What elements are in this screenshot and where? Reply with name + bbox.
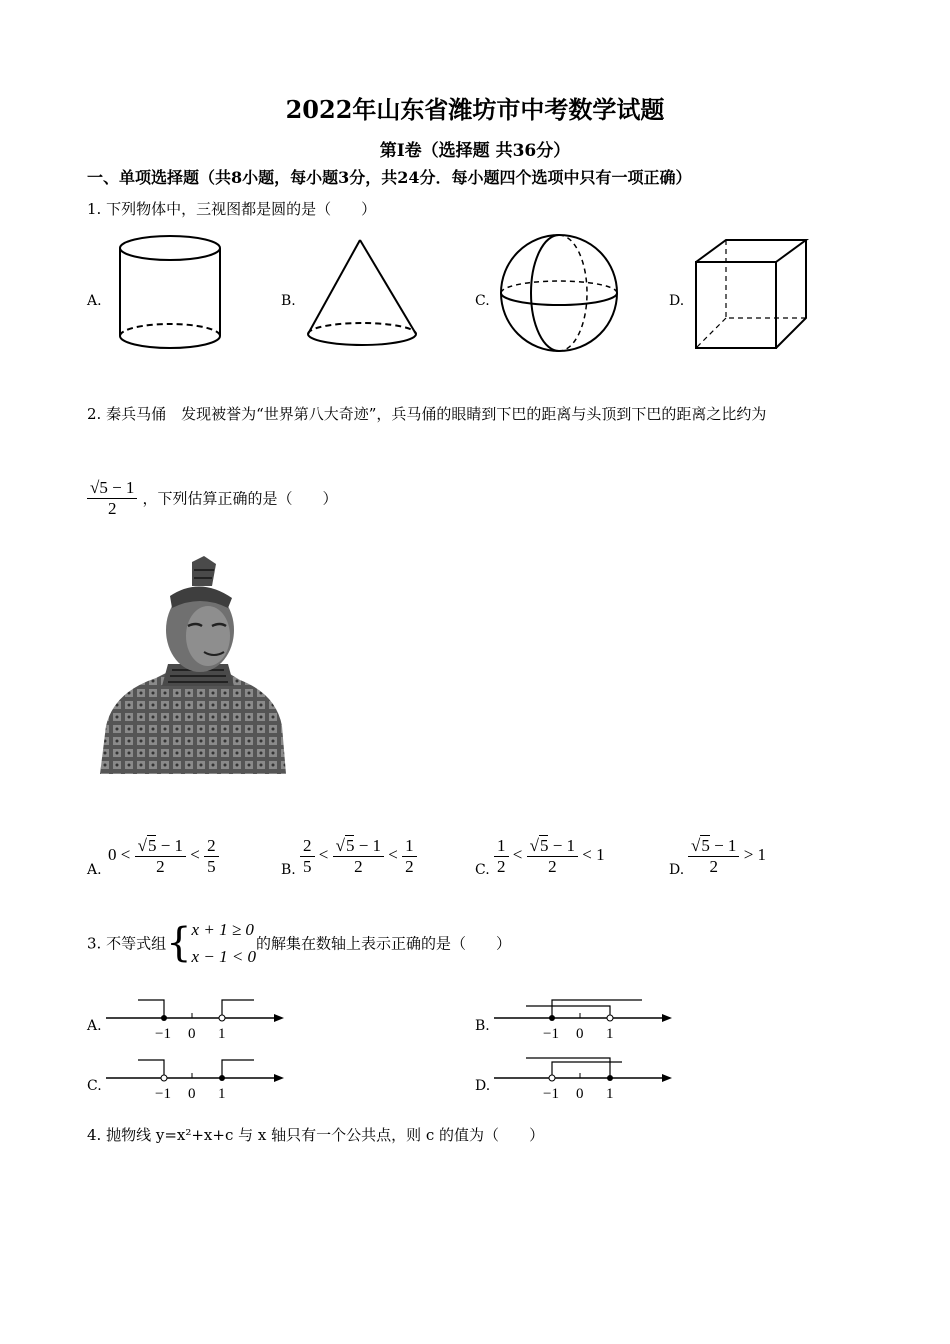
tick-label: −1	[543, 1026, 559, 1042]
q2-stem-tail: ，下列估算正确的是（ ）	[142, 489, 338, 508]
q2-option-a-expression[interactable]: 0 < $\frac{√5 - 1}{2}$ < $\frac{2}{5}$	[108, 836, 219, 876]
q2-fraction-numerator: √5 − 1	[87, 478, 137, 499]
tick-label: −1	[155, 1026, 171, 1042]
tick-label: 1	[606, 1086, 614, 1102]
tick-label: 0	[188, 1086, 196, 1102]
sqrt-icon: √	[335, 836, 345, 855]
section-heading: 一、单项选择题（共8小题，每小题3分，共24分．每小题四个选项中只有一项正确）	[87, 168, 692, 187]
q2-option-b-label: B.	[281, 862, 296, 878]
question-4-stem: 4. 抛物线 y=x²+x+c 与 x 轴只有一个公共点，则 c 的值为（ ）	[87, 1126, 545, 1144]
tick-label: 1	[606, 1026, 614, 1042]
number-line-a[interactable]	[104, 996, 288, 1042]
q3-option-c-label: C.	[87, 1078, 102, 1094]
q2-option-c-label: C.	[475, 862, 490, 878]
q3-option-d-label: D.	[475, 1078, 491, 1094]
q3-option-a-label: A.	[87, 1018, 102, 1034]
q2-option-b-expression[interactable]: $\frac{2}{5}$ < $\frac{√5 - 1}{2}$ < $\frac{1}{2}$	[300, 836, 417, 876]
tick-label: 0	[188, 1026, 196, 1042]
brace-icon: {	[166, 920, 192, 967]
sqrt-icon: √	[137, 836, 147, 855]
question-3-stem: 3. 不等式组{ x + 1 ≥ 0 x − 1 < 0 的解集在数轴上表示正确的是（ ）	[87, 916, 511, 970]
q2-option-d-label: D.	[669, 862, 685, 878]
tick-label: −1	[155, 1086, 171, 1102]
sqrt-icon: √	[691, 836, 701, 855]
number-line-b[interactable]	[492, 996, 676, 1042]
q2-a-left: 0 <	[108, 844, 131, 864]
q2-option-c-expression[interactable]: $\frac{1}{2}$ < $\frac{√5 - 1}{2}$ < 1	[494, 836, 605, 876]
q1-option-c-label: C.	[475, 293, 490, 309]
sqrt-icon: √	[529, 836, 539, 855]
q2-fraction-denominator: 2	[107, 498, 117, 518]
q1-option-b-label: B.	[281, 293, 296, 309]
tick-label: 1	[218, 1086, 226, 1102]
page-title: 2022年山东省潍坊市中考数学试题	[285, 95, 665, 124]
sphere-figure	[498, 232, 622, 354]
q2-option-d-expression[interactable]: $\frac{√5 - 1}{2}$ > 1	[688, 836, 766, 876]
tick-label: 0	[576, 1086, 584, 1102]
page-subtitle: 第Ⅰ卷（选择题 共36分）	[379, 141, 571, 161]
tick-label: −1	[543, 1086, 559, 1102]
number-line-c[interactable]	[104, 1056, 288, 1102]
terracotta-warrior-image	[100, 556, 286, 774]
q2-option-a-label: A.	[87, 862, 102, 878]
q3-inequality-1: x + 1 ≥ 0	[191, 920, 254, 939]
question-2-stem: 2. 秦兵马俑 发现被誉为“世界第八大奇迹”，兵马俑的眼睛到下巴的距离与头顶到下巴的距离之比约为	[87, 405, 767, 423]
tick-label: 1	[218, 1026, 226, 1042]
tick-label: 0	[576, 1026, 584, 1042]
number-line-d[interactable]	[492, 1056, 676, 1102]
cube-figure	[692, 236, 812, 354]
q1-option-a-label: A.	[87, 293, 102, 309]
cylinder-figure	[110, 232, 230, 356]
q2-fraction-line	[87, 478, 338, 518]
q1-option-d-label: D.	[669, 293, 685, 309]
q3-option-b-label: B.	[475, 1018, 490, 1034]
question-1-stem: 1. 下列物体中，三视图都是圆的是（ ）	[87, 200, 377, 218]
cone-figure	[302, 236, 422, 352]
q3-inequality-2: x − 1 < 0	[191, 947, 257, 967]
